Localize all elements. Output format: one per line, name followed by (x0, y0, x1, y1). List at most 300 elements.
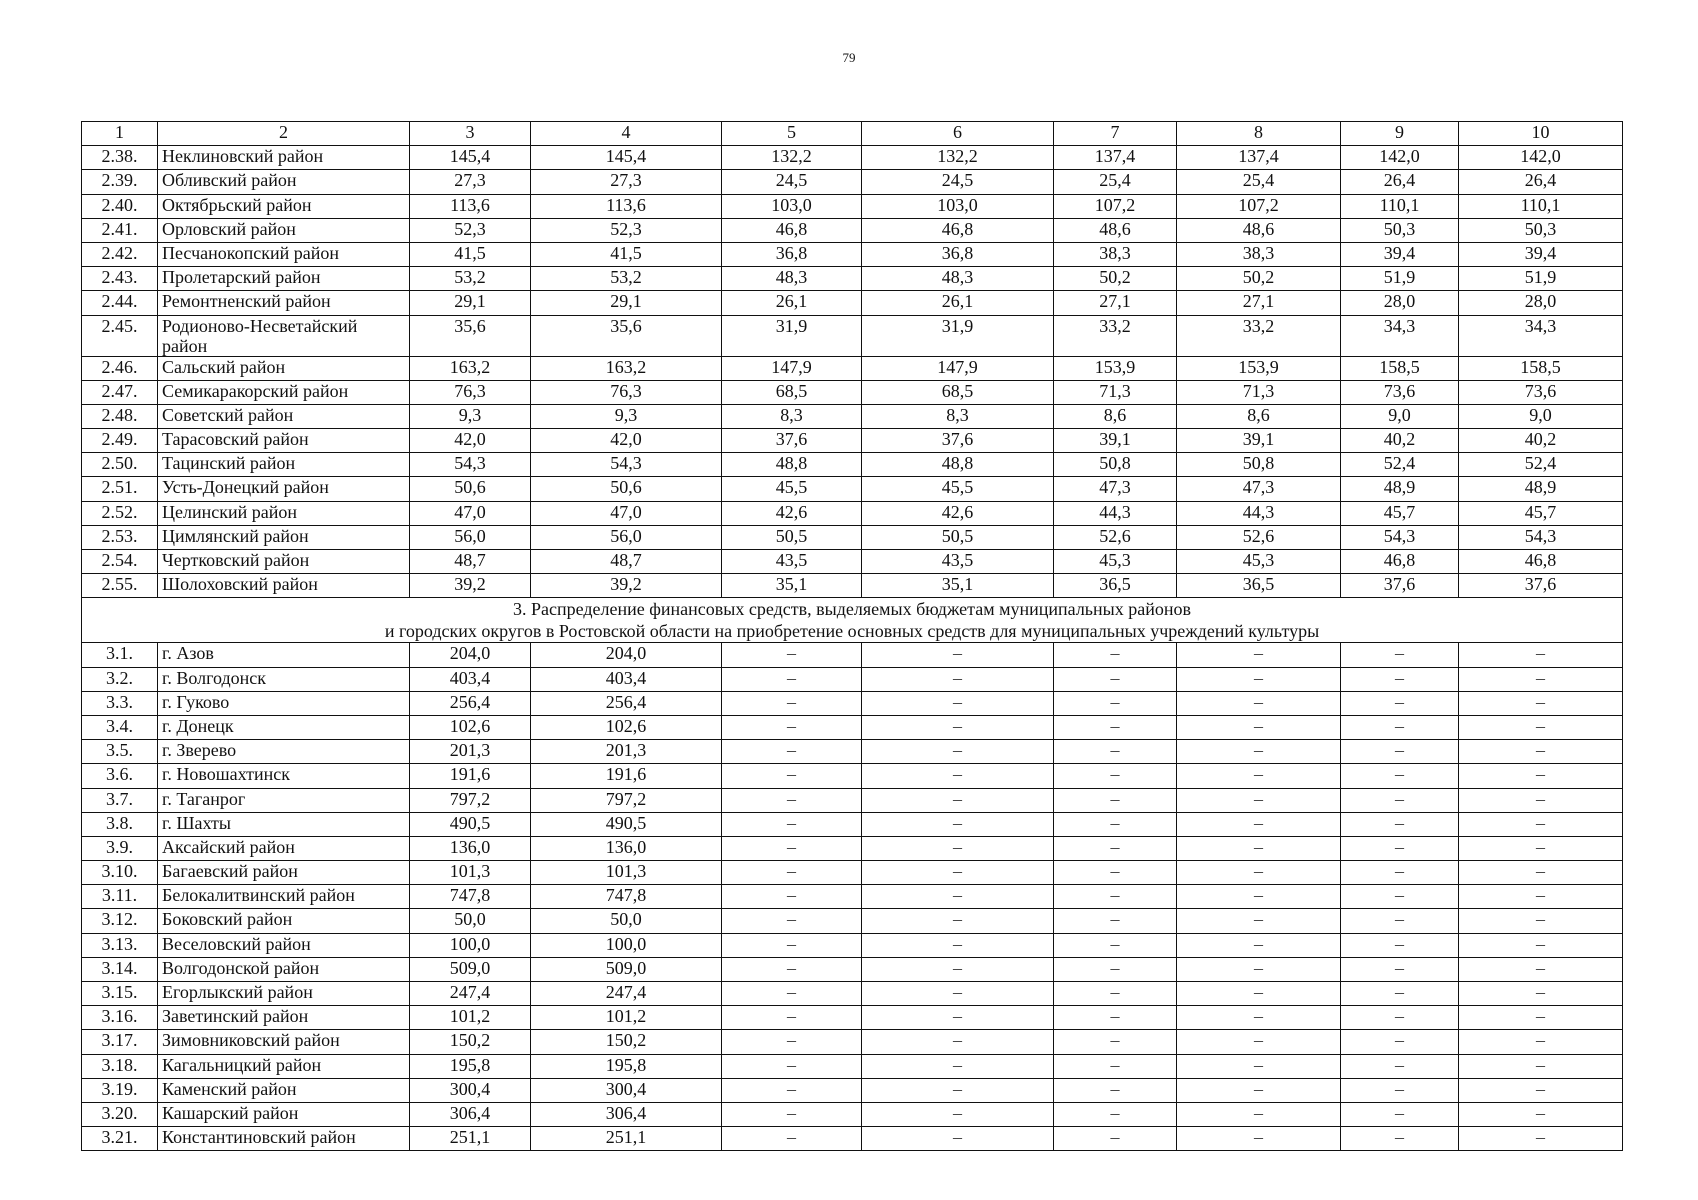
value-cell: 50,2 (1054, 267, 1177, 291)
value-cell: 132,2 (862, 146, 1054, 170)
district-name-cell: Советский район (158, 404, 410, 428)
district-name-cell: Егорлыкский район (158, 982, 410, 1006)
value-cell: 145,4 (410, 146, 531, 170)
column-number: 10 (1459, 122, 1623, 146)
value-cell: – (722, 1054, 862, 1078)
value-cell: 147,9 (862, 356, 1054, 380)
value-cell: – (1459, 957, 1623, 981)
value-cell: 201,3 (410, 740, 531, 764)
value-cell: – (1177, 1030, 1341, 1054)
value-cell: 42,0 (531, 429, 722, 453)
table-row (82, 146, 1623, 170)
value-cell: 26,4 (1341, 170, 1459, 194)
value-cell: 50,5 (722, 525, 862, 549)
value-cell: – (1341, 1030, 1459, 1054)
value-cell: 50,6 (410, 477, 531, 501)
district-name-cell: Сальский район (158, 356, 410, 380)
table-row (82, 1127, 1623, 1151)
row-index-cell: 2.41. (82, 218, 158, 242)
row-index-cell: 3.6. (82, 764, 158, 788)
value-cell: 132,2 (722, 146, 862, 170)
value-cell: – (1177, 691, 1341, 715)
district-name-cell: Волгодонской район (158, 957, 410, 981)
value-cell: 39,2 (531, 574, 722, 598)
value-cell: – (862, 1054, 1054, 1078)
value-cell: – (1459, 1078, 1623, 1102)
value-cell: 39,4 (1459, 242, 1623, 266)
value-cell: 107,2 (1054, 194, 1177, 218)
value-cell: – (1341, 667, 1459, 691)
value-cell: – (722, 1078, 862, 1102)
table-row (82, 453, 1623, 477)
value-cell: 113,6 (531, 194, 722, 218)
value-cell: 102,6 (410, 715, 531, 739)
table-row (82, 525, 1623, 549)
value-cell: – (1341, 1127, 1459, 1151)
value-cell: – (862, 909, 1054, 933)
value-cell: – (1177, 788, 1341, 812)
value-cell: – (1341, 1006, 1459, 1030)
value-cell: 9,3 (410, 404, 531, 428)
budget-distribution-table (81, 121, 1623, 1151)
row-index-cell: 2.52. (82, 501, 158, 525)
district-name-cell: Ремонтненский район (158, 291, 410, 315)
row-index-cell: 2.38. (82, 146, 158, 170)
value-cell: 39,2 (410, 574, 531, 598)
row-index-cell: 3.2. (82, 667, 158, 691)
value-cell: 52,3 (531, 218, 722, 242)
value-cell: – (862, 788, 1054, 812)
value-cell: 45,5 (862, 477, 1054, 501)
value-cell: – (1341, 933, 1459, 957)
value-cell: – (1177, 1102, 1341, 1126)
value-cell: – (1177, 643, 1341, 667)
district-name-cell: Кашарский район (158, 1102, 410, 1126)
value-cell: – (1177, 982, 1341, 1006)
column-number: 7 (1054, 122, 1177, 146)
value-cell: – (1459, 836, 1623, 860)
value-cell: – (862, 667, 1054, 691)
value-cell: 39,1 (1054, 429, 1177, 453)
value-cell: – (722, 788, 862, 812)
table-row (82, 267, 1623, 291)
value-cell: – (1341, 982, 1459, 1006)
value-cell: – (722, 861, 862, 885)
value-cell: 195,8 (531, 1054, 722, 1078)
row-index-cell: 2.42. (82, 242, 158, 266)
district-name-cell: Семикаракорский район (158, 380, 410, 404)
district-name-cell: г. Зверево (158, 740, 410, 764)
district-name-cell: г. Гуково (158, 691, 410, 715)
value-cell: 48,6 (1177, 218, 1341, 242)
value-cell: – (1054, 933, 1177, 957)
value-cell: – (862, 861, 1054, 885)
value-cell: – (1459, 740, 1623, 764)
row-index-cell: 3.4. (82, 715, 158, 739)
value-cell: – (1341, 740, 1459, 764)
value-cell: 29,1 (531, 291, 722, 315)
table-row (82, 501, 1623, 525)
value-cell: – (862, 643, 1054, 667)
district-name-cell: Чертковский район (158, 550, 410, 574)
table-row (82, 1030, 1623, 1054)
value-cell: 27,3 (410, 170, 531, 194)
value-cell: 43,5 (722, 550, 862, 574)
value-cell: – (1459, 1102, 1623, 1126)
value-cell: 50,8 (1054, 453, 1177, 477)
value-cell: – (862, 1102, 1054, 1126)
value-cell: – (1341, 812, 1459, 836)
district-name-cell: Шолоховский район (158, 574, 410, 598)
value-cell: 45,5 (722, 477, 862, 501)
table-row (82, 477, 1623, 501)
row-index-cell: 2.46. (82, 356, 158, 380)
value-cell: 26,4 (1459, 170, 1623, 194)
value-cell: 37,6 (1341, 574, 1459, 598)
value-cell: – (1177, 764, 1341, 788)
section-title-row (82, 598, 1623, 643)
value-cell: 41,5 (410, 242, 531, 266)
table-row (82, 715, 1623, 739)
table-row (82, 1006, 1623, 1030)
value-cell: – (1054, 1006, 1177, 1030)
row-index-cell: 3.14. (82, 957, 158, 981)
value-cell: 48,7 (410, 550, 531, 574)
value-cell: – (1054, 885, 1177, 909)
value-cell: 54,3 (1459, 525, 1623, 549)
value-cell: – (1459, 764, 1623, 788)
district-name-cell: Цимлянский район (158, 525, 410, 549)
value-cell: 53,2 (410, 267, 531, 291)
row-index-cell: 2.47. (82, 380, 158, 404)
value-cell: 747,8 (410, 885, 531, 909)
value-cell: – (1054, 764, 1177, 788)
value-cell: 204,0 (531, 643, 722, 667)
value-cell: – (862, 1078, 1054, 1102)
value-cell: – (722, 812, 862, 836)
value-cell: 306,4 (531, 1102, 722, 1126)
value-cell: – (722, 982, 862, 1006)
district-name-cell: Октябрьский район (158, 194, 410, 218)
value-cell: – (862, 764, 1054, 788)
value-cell: 191,6 (531, 764, 722, 788)
value-cell: 103,0 (862, 194, 1054, 218)
value-cell: 8,6 (1054, 404, 1177, 428)
row-index-cell: 3.21. (82, 1127, 158, 1151)
value-cell: 52,4 (1341, 453, 1459, 477)
row-index-cell: 3.3. (82, 691, 158, 715)
value-cell: 48,3 (862, 267, 1054, 291)
value-cell: 31,9 (722, 315, 862, 356)
value-cell: 48,3 (722, 267, 862, 291)
value-cell: 47,0 (531, 501, 722, 525)
value-cell: 53,2 (531, 267, 722, 291)
value-cell: 136,0 (531, 836, 722, 860)
row-index-cell: 3.1. (82, 643, 158, 667)
value-cell: – (722, 933, 862, 957)
table-row (82, 291, 1623, 315)
value-cell: 46,8 (1341, 550, 1459, 574)
value-cell: 24,5 (722, 170, 862, 194)
table-row (82, 1102, 1623, 1126)
value-cell: – (1459, 715, 1623, 739)
value-cell: 42,6 (862, 501, 1054, 525)
value-cell: 48,7 (531, 550, 722, 574)
value-cell: 103,0 (722, 194, 862, 218)
value-cell: – (722, 1030, 862, 1054)
value-cell: 46,8 (862, 218, 1054, 242)
value-cell: – (722, 740, 862, 764)
value-cell: 27,3 (531, 170, 722, 194)
district-name-cell: г. Азов (158, 643, 410, 667)
value-cell: – (1459, 885, 1623, 909)
value-cell: 101,3 (410, 861, 531, 885)
value-cell: – (1054, 667, 1177, 691)
value-cell: 101,3 (531, 861, 722, 885)
value-cell: 8,3 (862, 404, 1054, 428)
value-cell: 35,6 (410, 315, 531, 356)
value-cell: 201,3 (531, 740, 722, 764)
value-cell: 68,5 (722, 380, 862, 404)
value-cell: – (1341, 909, 1459, 933)
value-cell: 256,4 (410, 691, 531, 715)
district-name-cell: Родионово-Несветайский район (158, 315, 410, 356)
value-cell: – (862, 836, 1054, 860)
section-title-line-2: и городских округов в Ростовской области на приобретение основных средств для муниципальных учреждений культуры (384, 621, 1320, 642)
value-cell: 35,1 (722, 574, 862, 598)
value-cell: 45,3 (1177, 550, 1341, 574)
value-cell: – (1054, 788, 1177, 812)
district-name-cell: Усть-Донецкий район (158, 477, 410, 501)
value-cell: 50,2 (1177, 267, 1341, 291)
value-cell: 48,8 (862, 453, 1054, 477)
value-cell: 247,4 (410, 982, 531, 1006)
value-cell: 747,8 (531, 885, 722, 909)
row-index-cell: 2.45. (82, 315, 158, 356)
value-cell: – (1054, 812, 1177, 836)
value-cell: 48,9 (1459, 477, 1623, 501)
table-row (82, 861, 1623, 885)
value-cell: – (1341, 643, 1459, 667)
value-cell: 403,4 (531, 667, 722, 691)
value-cell: 38,3 (1177, 242, 1341, 266)
value-cell: – (722, 957, 862, 981)
value-cell: – (1177, 740, 1341, 764)
row-index-cell: 3.8. (82, 812, 158, 836)
value-cell: – (1341, 1054, 1459, 1078)
row-index-cell: 2.55. (82, 574, 158, 598)
value-cell: 50,0 (531, 909, 722, 933)
column-number: 5 (722, 122, 862, 146)
value-cell: – (1341, 957, 1459, 981)
value-cell: – (1177, 1054, 1341, 1078)
value-cell: 56,0 (531, 525, 722, 549)
value-cell: – (862, 715, 1054, 739)
value-cell: 9,0 (1459, 404, 1623, 428)
value-cell: 25,4 (1054, 170, 1177, 194)
value-cell: – (862, 1030, 1054, 1054)
value-cell: – (1054, 909, 1177, 933)
value-cell: 37,6 (722, 429, 862, 453)
value-cell: – (862, 691, 1054, 715)
value-cell: 142,0 (1341, 146, 1459, 170)
value-cell: 25,4 (1177, 170, 1341, 194)
table-row (82, 885, 1623, 909)
value-cell: 39,4 (1341, 242, 1459, 266)
district-name-cell: г. Донецк (158, 715, 410, 739)
value-cell: 251,1 (410, 1127, 531, 1151)
row-index-cell: 3.5. (82, 740, 158, 764)
value-cell: 41,5 (531, 242, 722, 266)
row-index-cell: 3.19. (82, 1078, 158, 1102)
value-cell: 54,3 (410, 453, 531, 477)
value-cell: 101,2 (410, 1006, 531, 1030)
district-name-cell: Пролетарский район (158, 267, 410, 291)
value-cell: – (1054, 836, 1177, 860)
value-cell: 42,6 (722, 501, 862, 525)
value-cell: – (1177, 1127, 1341, 1151)
value-cell: – (1177, 933, 1341, 957)
value-cell: – (1054, 691, 1177, 715)
value-cell: 68,5 (862, 380, 1054, 404)
value-cell: – (1341, 788, 1459, 812)
column-number-row (82, 122, 1623, 146)
district-name-cell: Белокалитвинский район (158, 885, 410, 909)
district-name-cell: Кагальницкий район (158, 1054, 410, 1078)
value-cell: 52,6 (1054, 525, 1177, 549)
district-name-cell: Заветинский район (158, 1006, 410, 1030)
table-row (82, 667, 1623, 691)
value-cell: – (1459, 861, 1623, 885)
value-cell: – (862, 982, 1054, 1006)
value-cell: 300,4 (531, 1078, 722, 1102)
value-cell: 136,0 (410, 836, 531, 860)
district-name-cell: Тарасовский район (158, 429, 410, 453)
value-cell: 107,2 (1177, 194, 1341, 218)
row-index-cell: 2.53. (82, 525, 158, 549)
value-cell: – (1054, 740, 1177, 764)
value-cell: 256,4 (531, 691, 722, 715)
value-cell: 39,1 (1177, 429, 1341, 453)
value-cell: 40,2 (1341, 429, 1459, 453)
value-cell: 509,0 (531, 957, 722, 981)
district-name-cell: Неклиновский район (158, 146, 410, 170)
district-name-cell: Орловский район (158, 218, 410, 242)
table-row (82, 404, 1623, 428)
row-index-cell: 2.48. (82, 404, 158, 428)
district-name-cell: г. Волгодонск (158, 667, 410, 691)
value-cell: – (722, 1102, 862, 1126)
value-cell: 797,2 (531, 788, 722, 812)
table-row (82, 643, 1623, 667)
district-name-cell: Целинский район (158, 501, 410, 525)
page-number: 79 (842, 50, 856, 65)
value-cell: – (1177, 1006, 1341, 1030)
value-cell: – (1177, 1078, 1341, 1102)
value-cell: – (1459, 667, 1623, 691)
value-cell: 50,3 (1341, 218, 1459, 242)
value-cell: 8,6 (1177, 404, 1341, 428)
value-cell: – (1054, 1102, 1177, 1126)
value-cell: 195,8 (410, 1054, 531, 1078)
table-row (82, 909, 1623, 933)
district-name-cell: Тацинский район (158, 453, 410, 477)
table-row (82, 429, 1623, 453)
value-cell: – (722, 909, 862, 933)
table-row (82, 982, 1623, 1006)
row-index-cell: 2.49. (82, 429, 158, 453)
value-cell: 403,4 (410, 667, 531, 691)
value-cell: 26,1 (862, 291, 1054, 315)
value-cell: 158,5 (1459, 356, 1623, 380)
value-cell: – (862, 812, 1054, 836)
value-cell: 73,6 (1459, 380, 1623, 404)
table-row (82, 812, 1623, 836)
value-cell: 45,7 (1459, 501, 1623, 525)
value-cell: 102,6 (531, 715, 722, 739)
value-cell: – (1459, 1054, 1623, 1078)
row-index-cell: 3.13. (82, 933, 158, 957)
value-cell: 48,6 (1054, 218, 1177, 242)
value-cell: – (1459, 1006, 1623, 1030)
value-cell: 46,8 (1459, 550, 1623, 574)
value-cell: – (1054, 982, 1177, 1006)
value-cell: – (722, 836, 862, 860)
table-row (82, 836, 1623, 860)
value-cell: 50,8 (1177, 453, 1341, 477)
value-cell: 50,0 (410, 909, 531, 933)
table-row (82, 380, 1623, 404)
value-cell: 33,2 (1177, 315, 1341, 356)
table-row (82, 933, 1623, 957)
row-index-cell: 2.43. (82, 267, 158, 291)
value-cell: – (862, 1127, 1054, 1151)
value-cell: 251,1 (531, 1127, 722, 1151)
value-cell: 47,0 (410, 501, 531, 525)
value-cell: 51,9 (1341, 267, 1459, 291)
value-cell: 204,0 (410, 643, 531, 667)
value-cell: – (1459, 691, 1623, 715)
row-index-cell: 3.11. (82, 885, 158, 909)
value-cell: – (1177, 957, 1341, 981)
value-cell: – (1054, 1078, 1177, 1102)
value-cell: 163,2 (531, 356, 722, 380)
value-cell: 42,0 (410, 429, 531, 453)
value-cell: 29,1 (410, 291, 531, 315)
value-cell: – (1341, 1102, 1459, 1126)
value-cell: 44,3 (1054, 501, 1177, 525)
table-row (82, 740, 1623, 764)
row-index-cell: 2.50. (82, 453, 158, 477)
value-cell: 137,4 (1054, 146, 1177, 170)
value-cell: – (1459, 812, 1623, 836)
value-cell: – (1054, 861, 1177, 885)
value-cell: 45,3 (1054, 550, 1177, 574)
value-cell: – (722, 1127, 862, 1151)
row-index-cell: 3.17. (82, 1030, 158, 1054)
table-row (82, 218, 1623, 242)
value-cell: 76,3 (531, 380, 722, 404)
value-cell: 76,3 (410, 380, 531, 404)
value-cell: 48,9 (1341, 477, 1459, 501)
value-cell: – (1459, 1127, 1623, 1151)
row-index-cell: 2.54. (82, 550, 158, 574)
district-name-cell: Обливский район (158, 170, 410, 194)
value-cell: 490,5 (531, 812, 722, 836)
value-cell: 142,0 (1459, 146, 1623, 170)
table-row (82, 574, 1623, 598)
row-index-cell: 3.20. (82, 1102, 158, 1126)
